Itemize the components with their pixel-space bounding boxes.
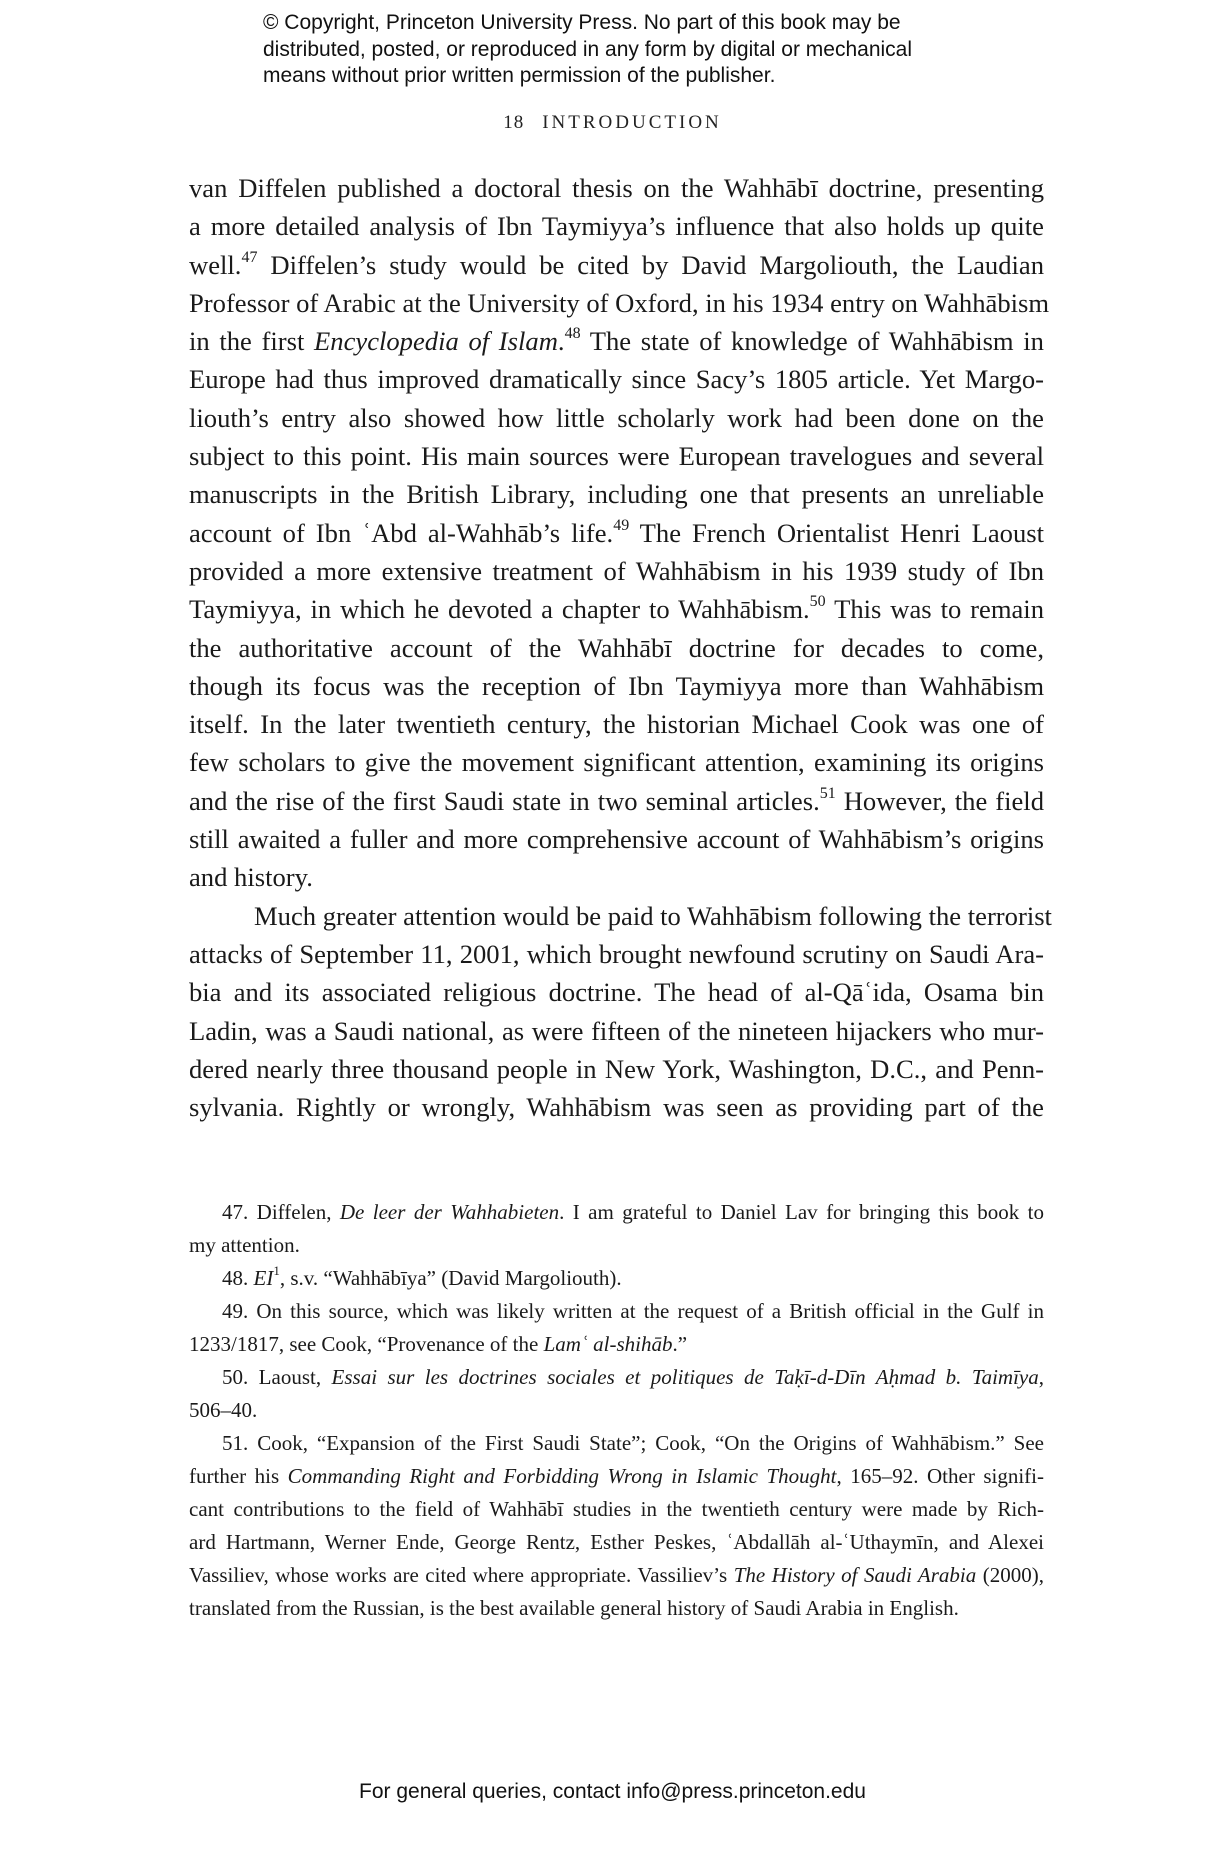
text-run: and the rise of the first Saudi state in two seminal articles. (189, 785, 820, 816)
footnote-line: my attention. (189, 1233, 300, 1257)
text-run: 50. Laoust, (222, 1365, 332, 1389)
text-line (189, 782, 1044, 820)
text-run: account of Ibn ʿAbd al-Wahhāb’s life. (189, 517, 614, 548)
italic-title: Essai sur les doctrines sociales et politiques de Taḳī-d-Dīn Aḥmad b. Taimīya (331, 1365, 1039, 1389)
text-line: attacks of September 11, 2001, which brought newfound scrutiny on Saudi Ara- (189, 938, 1044, 969)
text-run: , s.v. “Wahhābīya” (David Margoliouth). (279, 1266, 622, 1290)
text-run: , (1038, 1365, 1045, 1389)
text-run: The French Orientalist Henri Laoust (629, 517, 1044, 548)
footnote-line: translated from the Russian, is the best available general history of Saudi Arabia in English. (189, 1596, 959, 1620)
text-line (189, 590, 1044, 628)
footnote-ref-51: 51 (819, 784, 836, 802)
footnotes (189, 1196, 1044, 1625)
text-run: well. (189, 249, 242, 280)
text-line: few scholars to give the movement significant attention, examining its origins (189, 747, 1044, 778)
page-number: 18 (503, 112, 525, 133)
text-run: This was to remain (825, 594, 1044, 625)
footnote-47 (189, 1196, 1044, 1229)
chapter-title: INTRODUCTION (542, 112, 722, 133)
text-line: provided a more extensive treatment of Wahhābism in his 1939 study of Ibn (189, 555, 1044, 586)
italic-title: Lamʿ al-shihāb (543, 1332, 673, 1356)
text-line: manuscripts in the British Library, including one that presents an unreliable (189, 479, 1044, 510)
italic-title: De leer der Wahhabieten (339, 1200, 560, 1224)
superscript: 1 (273, 1263, 280, 1278)
text-run: Taymiyya, in which he devoted a chapter to Wahhābism. (189, 594, 810, 625)
copyright-line: means without prior written permission of the publisher. (263, 64, 776, 87)
italic-title: The History of Saudi Arabia (733, 1563, 977, 1587)
footnote-line (189, 1328, 1044, 1361)
text-line: dered nearly three thousand people in New York, Washington, D.C., and Penn- (189, 1053, 1044, 1084)
footnote-line: ard Hartmann, Werner Ende, George Rentz, Esther Peskes, ʿAbdallāh al-ʿUthaymīn, and Alexei (189, 1530, 1044, 1554)
text-line: still awaited a fuller and more comprehensive account of Wahhābism’s origins (189, 824, 1044, 855)
copyright-line: © Copyright, Princeton University Press. No part of this book may be (263, 11, 901, 34)
text-run: Vassiliev, whose works are cited where appropriate. Vassiliev’s (189, 1563, 734, 1587)
footnote-51: 51. Cook, “Expansion of the First Saudi State”; Cook, “On the Origins of Wahhābism.” See (222, 1431, 1044, 1455)
text-run: . (557, 326, 565, 357)
text-run: (2000), (976, 1563, 1044, 1587)
text-line: Ladin, was a Saudi national, as were fifteen of the nineteen hijackers who mur- (189, 1015, 1044, 1046)
text-run: in the first (189, 326, 315, 357)
main-text (189, 169, 1052, 1126)
text-run: , 165–92. Other signifi- (836, 1464, 1044, 1488)
text-run: The state of knowledge of Wahhābism in (580, 326, 1044, 357)
text-line: a more detailed analysis of Ibn Taymiyya’s influence that also holds up quite (189, 211, 1044, 242)
footnote-line: 506–40. (189, 1398, 258, 1422)
footer-contact: For general queries, contact info@press.princeton.edu (359, 1780, 866, 1803)
text-line (189, 322, 1044, 360)
text-run: Diffelen’s study would be cited by David Margoliouth, the Laudian (257, 249, 1044, 280)
italic-title: EI (253, 1266, 274, 1290)
italic-title: Commanding Right and Forbidding Wrong in Islamic Thought (287, 1464, 837, 1488)
text-line (189, 246, 1044, 284)
text-line: Much greater attention would be paid to Wahhābism following the terrorist (254, 900, 1052, 931)
footnote-line (189, 1559, 1044, 1592)
text-line: sylvania. Rightly or wrongly, Wahhābism was seen as providing part of the (189, 1092, 1044, 1123)
running-head (0, 112, 1225, 134)
text-line: itself. In the later twentieth century, the historian Michael Cook was one of (189, 709, 1044, 740)
text-run: further his (189, 1464, 288, 1488)
footnote-ref-50: 50 (809, 593, 826, 611)
copyright-notice (263, 10, 983, 90)
footnote-ref-48: 48 (564, 325, 581, 343)
text-line: subject to this point. His main sources were European travelogues and several (189, 441, 1044, 472)
text-line: bia and its associated religious doctrine. The head of al-Qāʿida, Osama bin (189, 977, 1044, 1008)
text-line: and history. (189, 862, 313, 893)
copyright-line: distributed, posted, or reproduced in any form by digital or mechanical (263, 37, 913, 61)
text-line: the authoritative account of the Wahhābī doctrine for decades to come, (189, 632, 1044, 663)
text-run: .” (672, 1332, 688, 1356)
text-line (189, 514, 1044, 552)
text-line: Europe had thus improved dramatically since Sacy’s 1805 article. Yet Margo- (189, 364, 1044, 395)
text-line: liouth’s entry also showed how little scholarly work had been done on the (189, 402, 1044, 433)
text-line: Professor of Arabic at the University of Oxford, in his 1934 entry on Wahhābism (189, 287, 1050, 318)
footnote-line: cant contributions to the field of Wahhābī studies in the twentieth century were made by Rich- (189, 1497, 1044, 1521)
italic-title: Encyclopedia of Islam (314, 326, 558, 357)
text-run: . I am grateful to Daniel Lav for bringing this book to (559, 1200, 1044, 1224)
footnote-ref-49: 49 (613, 516, 630, 534)
text-line: though its focus was the reception of Ibn Taymiyya more than Wahhābism (189, 670, 1044, 701)
text-run: 1233/1817, see Cook, “Provenance of the (189, 1332, 544, 1356)
text-line: van Diffelen published a doctoral thesis on the Wahhābī doctrine, presenting (189, 173, 1044, 203)
footnote-48 (189, 1262, 1044, 1295)
text-run: 47. Diffelen, (222, 1200, 340, 1224)
text-run: 48. (222, 1266, 254, 1290)
footnote-ref-47: 47 (241, 248, 258, 266)
text-run: However, the field (835, 785, 1044, 816)
footnote-line (189, 1460, 1044, 1493)
footnote-49: 49. On this source, which was likely written at the request of a British official in the Gulf in (222, 1299, 1044, 1323)
footnote-50 (189, 1361, 1044, 1394)
